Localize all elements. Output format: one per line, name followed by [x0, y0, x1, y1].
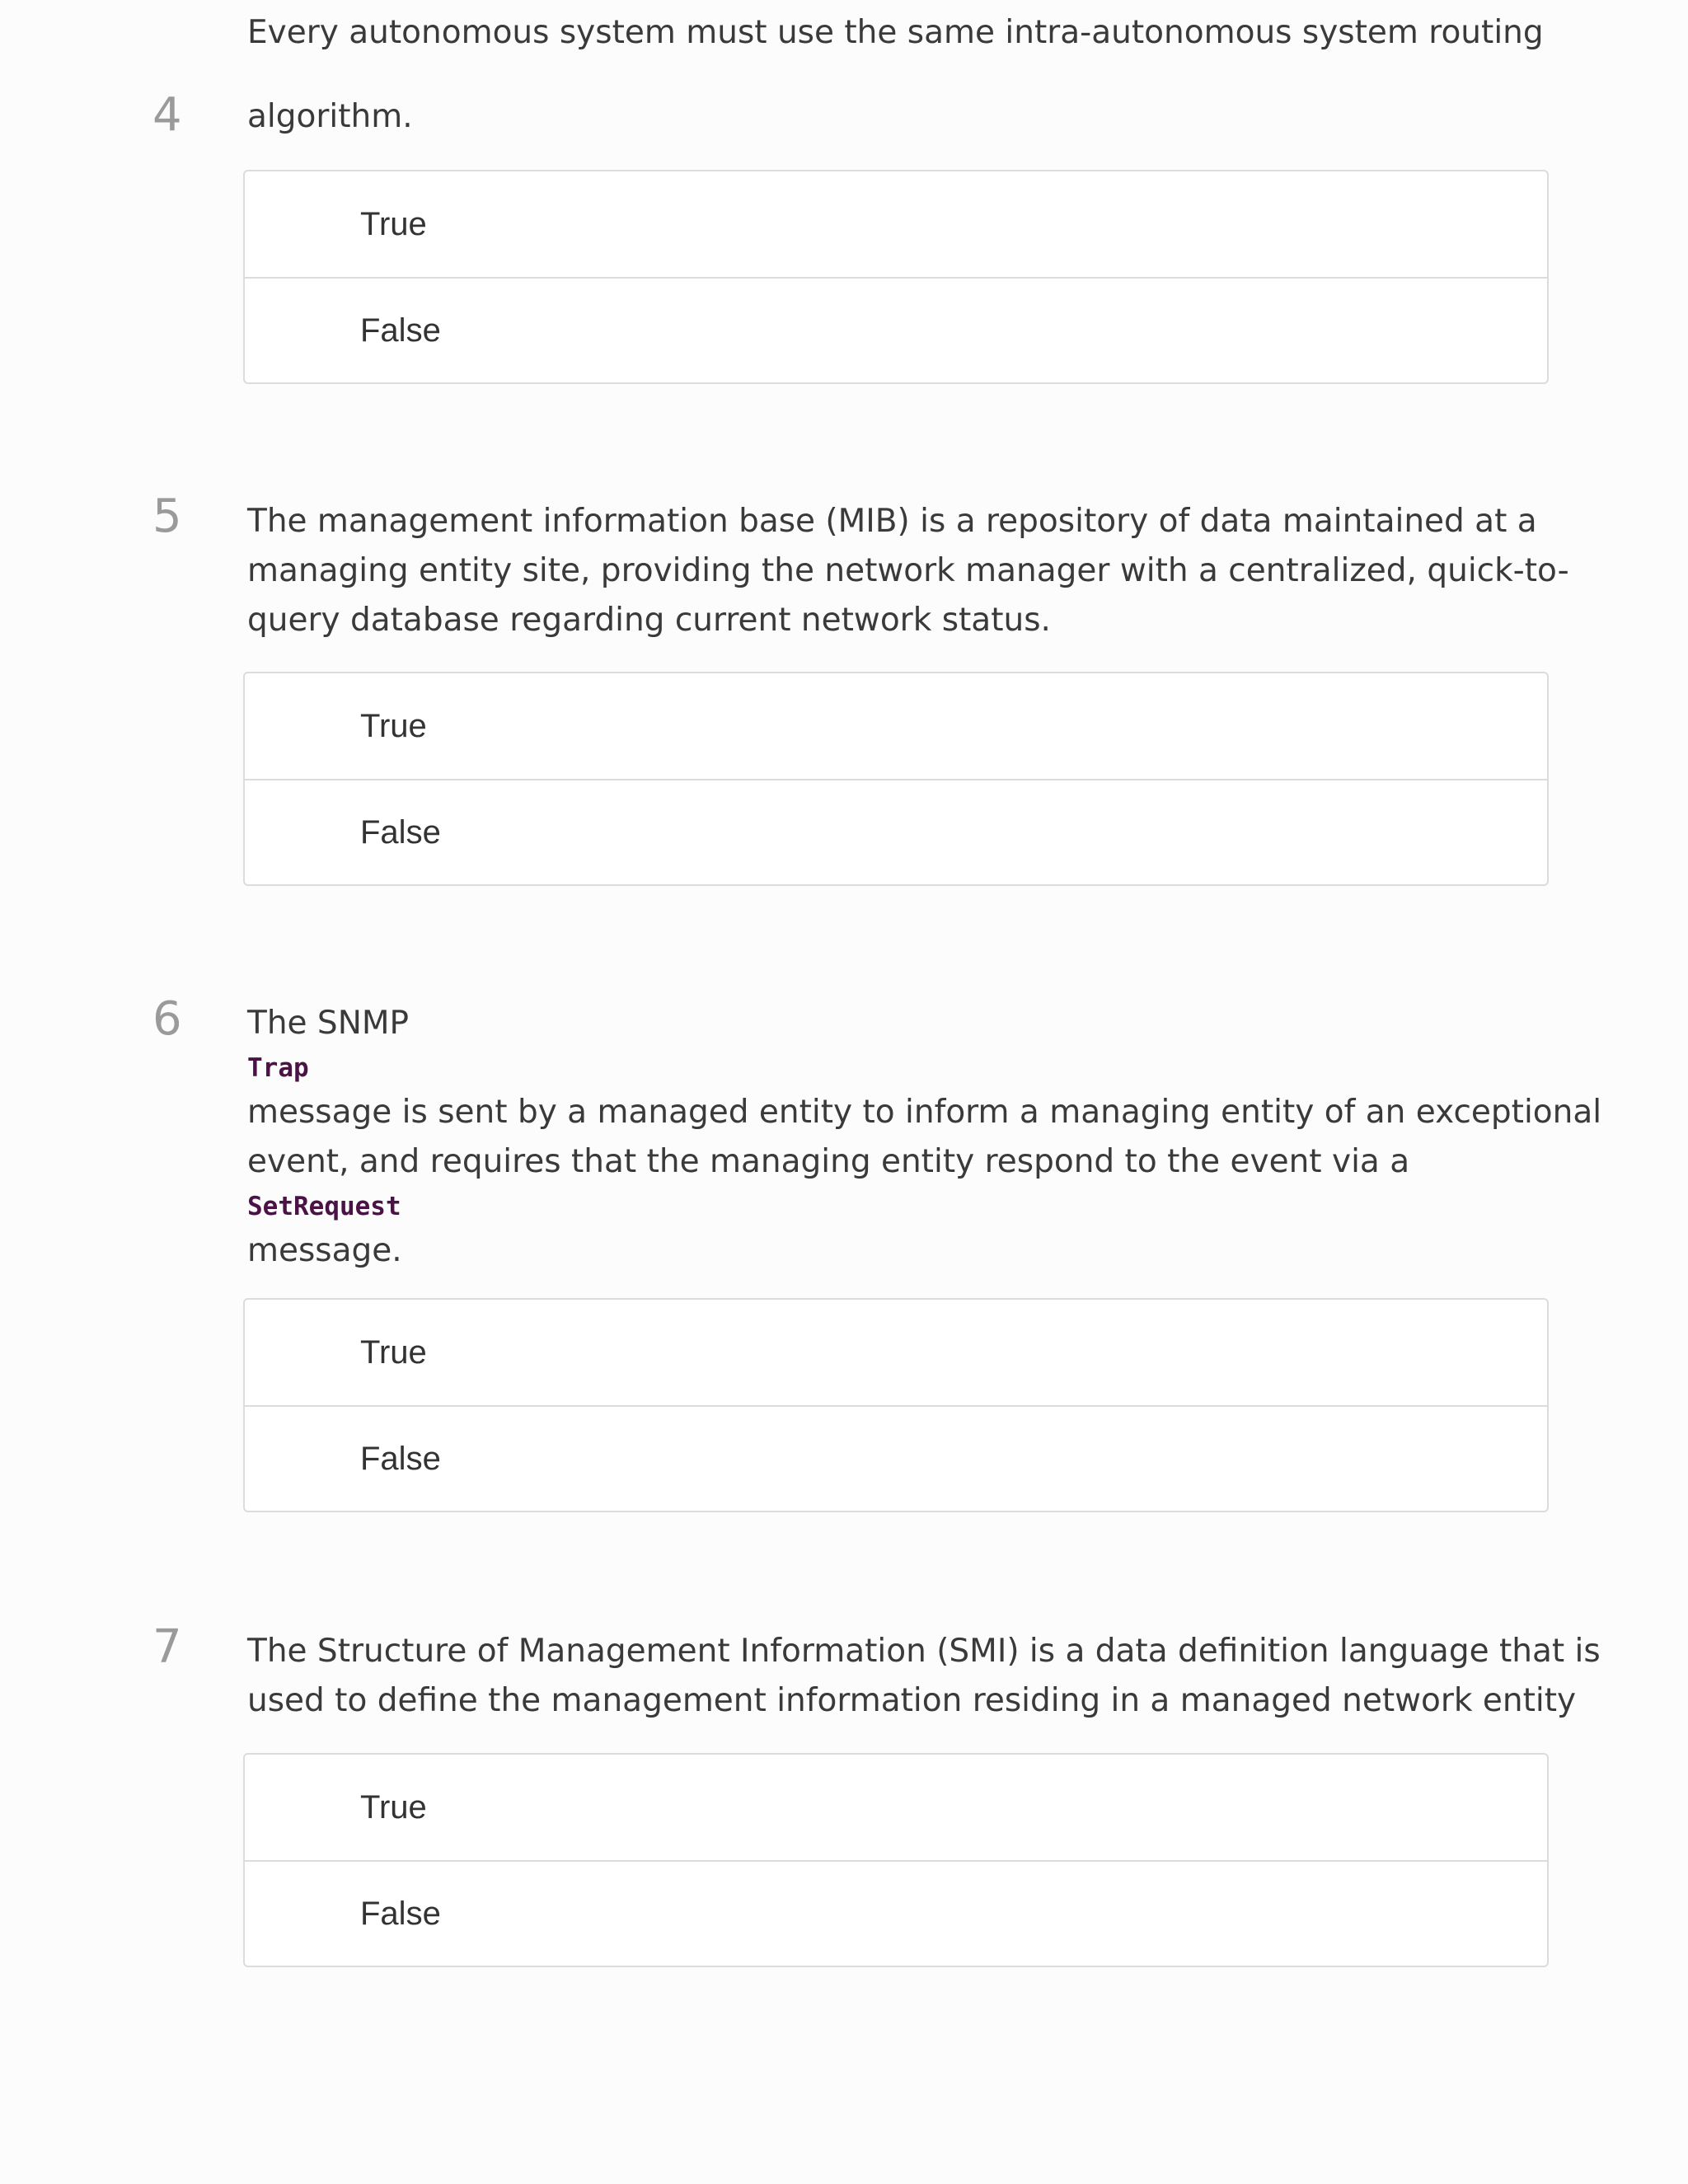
answer-options: [243, 672, 1549, 886]
question-text: The management information base (MIB) is a repository of data maintained at a managing entity site, providing the network manager with a centralized, quick-to- query database regarding current network status.: [247, 503, 1569, 639]
question-text: The SNMP Trap message is sent by a managed entity to inform a managing entity of an exceptional event, and requires that the managing entity respond to the event via a SetRequest message.: [247, 1005, 1602, 1269]
option-true[interactable]: True: [360, 205, 427, 242]
question-text: The Structure of Management Information (SMI) is a data definition language that is used to define the management information residing in a managed network entity: [247, 1633, 1601, 1719]
option-false[interactable]: False: [245, 277, 1547, 382]
question-4-partial-line: Every autonomous system must use the same intra-autonomous system routing: [247, 14, 1544, 51]
question-number: 7: [152, 1620, 182, 1674]
option-false[interactable]: False: [245, 779, 1547, 884]
question-4-text-clipped: [247, 14, 1550, 86]
question-number: 6: [152, 992, 182, 1046]
option-false[interactable]: False: [245, 1860, 1547, 1966]
question-text: algorithm.: [247, 98, 413, 135]
answer-options: [243, 1753, 1549, 1967]
question-number: 4: [152, 88, 182, 142]
question-number: 5: [152, 490, 182, 543]
option-false[interactable]: False: [245, 1405, 1547, 1511]
answer-options: [243, 1298, 1549, 1512]
option-true[interactable]: True: [360, 707, 427, 744]
code-setrequest: SetRequest: [247, 1192, 401, 1221]
answer-options: [243, 170, 1549, 384]
option-true[interactable]: True: [360, 1333, 427, 1371]
option-true[interactable]: True: [360, 1788, 427, 1825]
code-trap: Trap: [247, 1053, 309, 1083]
